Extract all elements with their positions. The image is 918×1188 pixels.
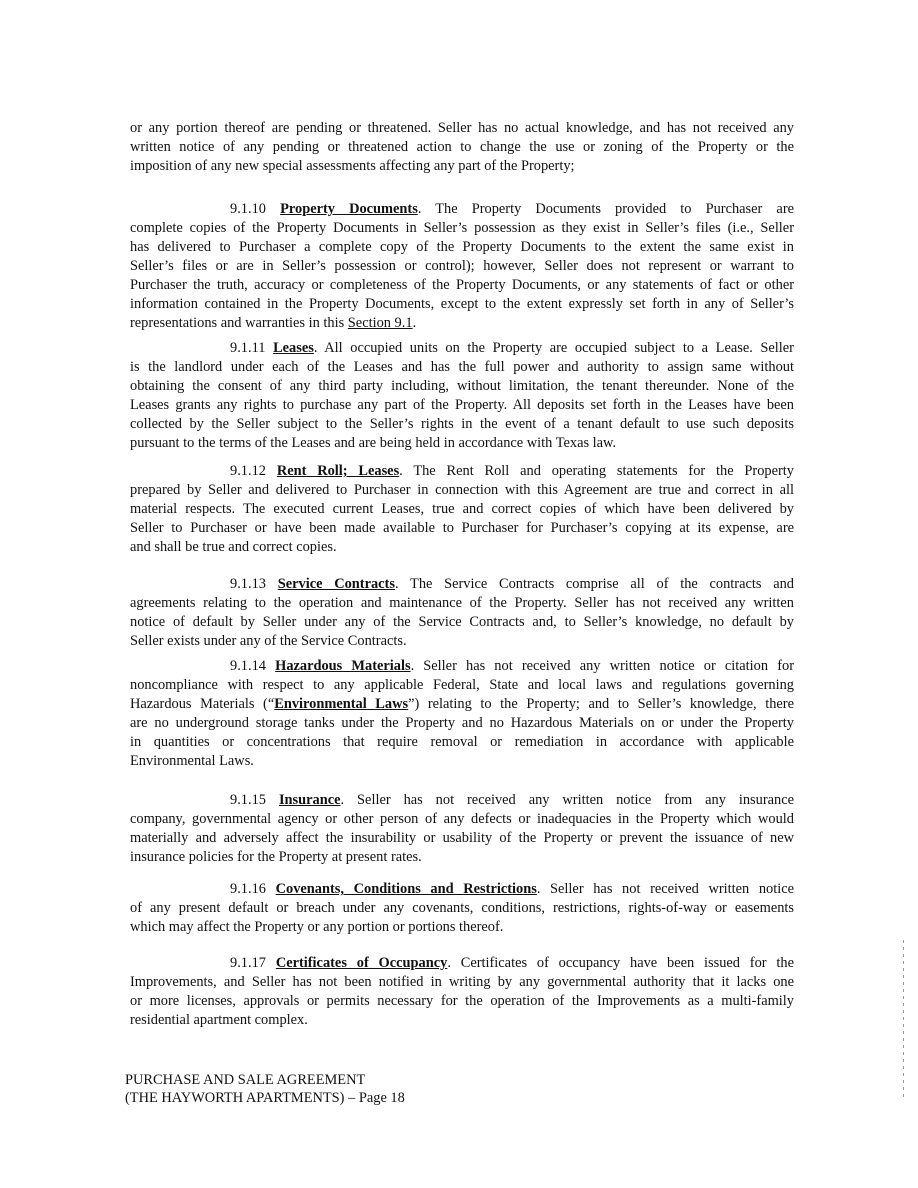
line-text: of any present default or breach under any covenants, conditions, restrictions, rights-of-way or easements [130,900,794,916]
line-text: or any portion thereof are pending or threatened. Seller has no actual knowledge, and has not received any [130,120,794,136]
line-text: . Seller has not received any written notice or citation for [410,658,794,674]
text-line [130,276,794,295]
line-text: or more licenses, approvals or permits necessary for the operation of the Improvements as a multi-family [130,993,794,1009]
line-text: Purchaser the truth, accuracy or completeness of the Property Documents, or any statements of fact or other [130,277,794,293]
text-line [130,1011,794,1030]
line-text: . Seller has not received written notice [536,881,794,897]
text-line [130,462,794,481]
line-text: Seller exists under any of the Service Contracts. [130,633,407,649]
text-line [130,954,794,973]
section-9-1-13 [130,575,794,651]
text-line [130,314,794,333]
defined-term: Section 9.1 [347,315,413,331]
section-number: 9.1.13 [230,576,266,592]
line-text: and shall be true and correct copies. [130,539,337,555]
line-text: representations and warranties in this [130,315,348,331]
text-line [130,695,794,714]
text-line [130,848,794,867]
text-line [130,415,794,434]
section-number: 9.1.15 [230,792,266,808]
footer-page-label: (THE HAYWORTH APARTMENTS) – Page 18 [125,1090,405,1106]
text-line [130,880,794,899]
line-text: . All occupied units on the Property are occupied subject to a Lease. Seller [313,340,794,356]
section-title: Hazardous Materials [275,658,411,674]
text-line [130,733,794,752]
line-text: . Certificates of occupancy have been issued for the [447,955,794,971]
section-9-1-15 [130,791,794,867]
line-text: . Seller has not received any written notice from any insurance [340,792,794,808]
section-9-1-11 [130,339,794,453]
scan-artifact [903,940,904,1100]
section-9-1-12 [130,462,794,557]
text-line [130,500,794,519]
line-text: Leases grants any rights to purchase any part of the Property. All deposits set forth in the Leases have been [130,397,794,413]
section-title: Insurance [278,792,341,808]
line-text: are no underground storage tanks under the Property and no Hazardous Materials on or under the Property [130,715,794,731]
section-title: Leases [273,340,314,356]
section-title: Service Contracts [277,576,395,592]
text-line [130,594,794,613]
footer-agreement-title: PURCHASE AND SALE AGREEMENT [125,1072,366,1088]
line-text: Hazardous Materials (“ [130,696,275,712]
line-text: . [412,315,417,331]
page-footer [125,1071,405,1107]
text-line [130,829,794,848]
text-line [130,157,794,176]
line-text: Environmental Laws. [130,753,254,769]
section-number: 9.1.10 [230,201,266,217]
line-text: in quantities or concentrations that require removal or remediation in accordance with applicable [130,734,794,750]
section-title: Covenants, Conditions and Restrictions [275,881,537,897]
text-line [130,200,794,219]
line-text: Seller’s files or are in Seller’s possession or control); however, Seller does not represent or warrant to [130,258,794,274]
section-number: 9.1.17 [230,955,266,971]
line-text: complete copies of the Property Documents in Seller’s possession as they exist in Seller’s files (i.e., Seller [130,220,794,236]
line-text: company, governmental agency or other person of any defects or inadequacies in the Property which would [130,811,794,827]
text-line [130,575,794,594]
line-text: noncompliance with respect to any applicable Federal, State and local laws and regulations governing [130,677,794,693]
text-line [130,714,794,733]
line-text: notice of default by Seller under any of the Service Contracts and, to Seller’s knowledge, no default by [130,614,794,630]
line-text: . The Service Contracts comprise all of the contracts and [394,576,794,592]
text-line [130,377,794,396]
text-line [130,219,794,238]
text-line [130,257,794,276]
text-line [130,138,794,157]
text-line [130,791,794,810]
text-line [130,238,794,257]
text-line [130,810,794,829]
text-line [130,538,794,557]
text-line [130,339,794,358]
line-text: written notice of any pending or threatened action to change the use or zoning of the Property or the [130,139,794,155]
section-9-1-16 [130,880,794,937]
section-title: Rent Roll; Leases [276,463,400,479]
section-9-1-10 [130,200,794,333]
section-number: 9.1.16 [230,881,266,897]
line-text: is the landlord under each of the Leases and has the full power and authority to assign same without [130,359,794,375]
line-text: insurance policies for the Property at present rates. [130,849,422,865]
line-text: material respects. The executed current Leases, true and correct copies of which have been delivered by [130,501,794,517]
text-line [130,396,794,415]
line-text: agreements relating to the operation and maintenance of the Property. Seller has not received any written [130,595,794,611]
line-text: . The Rent Roll and operating statements for the Property [399,463,794,479]
section-9-1-17 [130,954,794,1030]
text-line [130,676,794,695]
text-line [130,752,794,771]
defined-term: Environmental Laws [274,696,409,712]
section-title: Property Documents [280,201,418,217]
text-line [130,434,794,453]
section-9-1-14 [130,657,794,771]
line-text: prepared by Seller and delivered to Purchaser in connection with this Agreement are true and correct in all [130,482,794,498]
text-line [130,632,794,651]
section-number: 9.1.14 [230,658,266,674]
line-text: . The Property Documents provided to Purchaser are [417,201,794,217]
text-line [130,899,794,918]
line-text: collected by the Seller subject to the Seller’s rights in the event of a tenant default to use such deposits [130,416,794,432]
continued-paragraph [130,119,794,176]
line-text: has delivered to Purchaser a complete copy of the Property Documents to the extent the same exist in [130,239,794,255]
line-text: information contained in the Property Documents, except to the extent expressly set forth in any of Seller’s [130,296,794,312]
text-line [130,519,794,538]
section-number: 9.1.12 [230,463,266,479]
text-line [130,973,794,992]
line-text: obtaining the consent of any third party including, without limitation, the tenant thereunder. None of the [130,378,794,394]
line-text: Seller to Purchaser or have been made available to Purchaser for Purchaser’s copying at its expense, are [130,520,794,536]
text-line [130,119,794,138]
line-text: ”) relating to the Property; and to Seller’s knowledge, there [408,696,794,712]
text-line [130,295,794,314]
line-text: residential apartment complex. [130,1012,308,1028]
line-text: pursuant to the terms of the Leases and are being held in accordance with Texas law. [130,435,617,451]
text-line [130,918,794,937]
text-line [130,992,794,1011]
text-line [130,358,794,377]
line-text: imposition of any new special assessments affecting any part of the Property; [130,158,575,174]
section-number: 9.1.11 [230,340,266,356]
text-line [130,613,794,632]
section-title: Certificates of Occupancy [275,955,448,971]
text-line [130,481,794,500]
line-text: which may affect the Property or any portion or portions thereof. [130,919,504,935]
text-line [130,657,794,676]
line-text: materially and adversely affect the insurability or usability of the Property or prevent the issuance of new [130,830,794,846]
line-text: Improvements, and Seller has not been notified in writing by any governmental authority that it lacks one [130,974,794,990]
